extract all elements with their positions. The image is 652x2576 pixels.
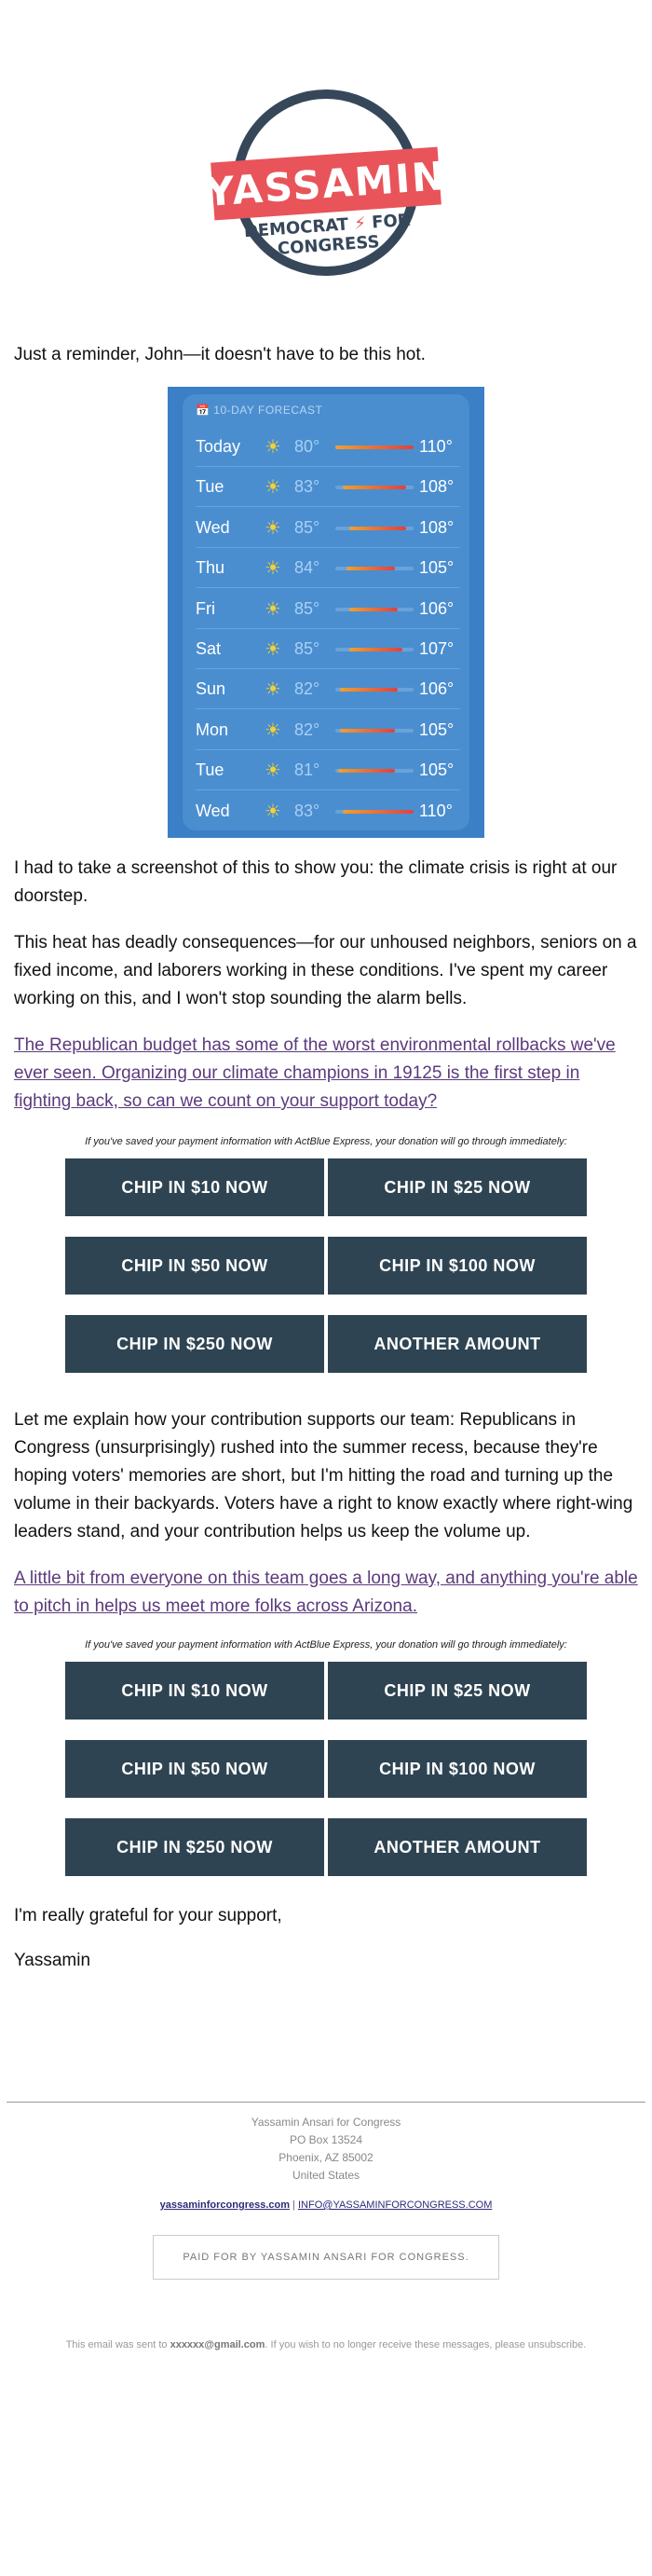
logo-tagline-left: DEMOCRAT <box>243 214 349 242</box>
temperature-range-bar <box>335 486 414 489</box>
temperature-range-bar <box>335 567 414 570</box>
logo-tagline-right: FOR CONGRESS <box>277 210 412 259</box>
forecast-day: Thu <box>196 558 225 578</box>
temperature-range-fill <box>343 486 405 489</box>
temperature-range-fill <box>335 445 414 449</box>
forecast-low: 81° <box>294 760 320 780</box>
sun-icon: ☀ <box>265 760 281 782</box>
sun-icon: ☀ <box>265 517 281 539</box>
sun-icon: ☀ <box>265 437 281 458</box>
forecast-day: Wed <box>196 517 230 537</box>
temperature-range-fill <box>343 810 414 814</box>
temperature-range-bar <box>335 648 414 651</box>
website-link[interactable]: yassaminforcongress.com <box>159 2199 291 2211</box>
footer-org: Yassamin Ansari for Congress <box>251 2116 401 2129</box>
logo-name: YASSAMIN <box>204 152 448 215</box>
chip-in-10-button[interactable]: CHIP IN $10 NOW <box>65 1662 324 1720</box>
forecast-row <box>196 790 460 831</box>
temperature-range-bar <box>335 729 414 733</box>
footer-divider <box>7 2102 645 2103</box>
forecast-high: 106° <box>419 598 455 618</box>
temperature-range-fill <box>340 688 398 692</box>
forecast-high: 108° <box>419 517 455 537</box>
paragraph-1: I had to take a screenshot of this to show you: the climate crisis is right at our doorstep. <box>14 858 618 906</box>
temperature-range-fill <box>349 608 398 611</box>
forecast-day: Fri <box>196 598 215 618</box>
forecast-low: 82° <box>294 719 320 739</box>
chip-in-25-button[interactable]: CHIP IN $25 NOW <box>328 1662 587 1720</box>
forecast-low: 85° <box>294 598 320 618</box>
sun-icon: ☀ <box>265 598 281 620</box>
temperature-range-fill <box>349 648 402 651</box>
chip-in-50-button[interactable]: CHIP IN $50 NOW <box>65 1740 324 1798</box>
forecast-low: 83° <box>294 801 320 820</box>
forecast-high: 105° <box>419 760 455 780</box>
chip-in-10-button[interactable]: CHIP IN $10 NOW <box>65 1158 324 1216</box>
forecast-low: 83° <box>294 477 320 497</box>
forecast-row <box>196 668 460 709</box>
sun-icon: ☀ <box>265 679 281 701</box>
forecast-high: 107° <box>419 639 455 658</box>
forecast-day: Today <box>196 437 241 456</box>
forecast-day: Tue <box>196 477 224 497</box>
link-divider: | <box>290 2199 298 2211</box>
paid-for-disclaimer: PAID FOR BY YASSAMIN ANSARI FOR CONGRESS. <box>153 2235 499 2280</box>
express-note-2: If you've saved your payment information with ActBlue Express, your donation will go through immediately: <box>85 1639 567 1651</box>
footer-country: United States <box>292 2169 360 2182</box>
unsubscribe-notice <box>7 2339 645 2350</box>
email-link[interactable]: INFO@YASSAMINFORCONGRESS.COM <box>298 2199 493 2211</box>
forecast-day: Mon <box>196 719 229 739</box>
express-note-1: If you've saved your payment information with ActBlue Express, your donation will go through immediately: <box>85 1136 567 1147</box>
chip-in-250-button[interactable]: CHIP IN $250 NOW <box>65 1315 324 1373</box>
temperature-range-bar <box>335 769 414 773</box>
intro-text: Just a reminder, John—it doesn't have to be this hot. <box>14 345 426 364</box>
paragraph-3: Let me explain how your contribution supports our team: Republicans in Congress (unsurprisingly) rushed into the summer recess, because they're hoping voters' memories are short, but I'm hitting the road and turning up the volume in their backyards. Voters have a right to know exactly where right-wing leaders stand, and your contribution helps us keep the volume up. <box>14 1410 633 1541</box>
forecast-high: 105° <box>419 558 455 578</box>
footer <box>7 2102 645 2350</box>
footer-links <box>7 2199 645 2211</box>
sun-icon: ☀ <box>265 558 281 580</box>
forecast-high: 110° <box>419 801 453 820</box>
chip-in-50-button[interactable]: CHIP IN $50 NOW <box>65 1237 324 1295</box>
chip-in-250-button[interactable]: CHIP IN $250 NOW <box>65 1818 324 1876</box>
forecast-card <box>183 394 469 830</box>
temperature-range-fill <box>338 769 395 773</box>
forecast-day: Sun <box>196 679 226 699</box>
unsub-post[interactable]: . If you wish to no longer receive these messages, please unsubscribe. <box>265 2339 587 2350</box>
chip-in-100-button[interactable]: CHIP IN $100 NOW <box>328 1237 587 1295</box>
forecast-high: 105° <box>419 719 455 739</box>
forecast-day: Tue <box>196 760 224 780</box>
bolt-icon: ⚡ <box>353 213 367 234</box>
forecast-row <box>196 466 460 507</box>
forecast-row <box>196 628 460 669</box>
temperature-range-fill <box>340 729 395 733</box>
chip-in-100-button[interactable]: CHIP IN $100 NOW <box>328 1740 587 1798</box>
forecast-high: 110° <box>419 437 453 456</box>
temperature-range-bar <box>335 527 414 530</box>
temperature-range-fill <box>349 527 405 530</box>
temperature-range-bar <box>335 445 414 449</box>
forecast-low: 85° <box>294 517 320 537</box>
donation-buttons-1 <box>65 1158 587 1373</box>
temperature-range-bar <box>335 688 414 692</box>
footer-po-box: PO Box 13524 <box>289 2133 363 2146</box>
forecast-low: 80° <box>294 437 320 456</box>
forecast-day: Wed <box>196 801 230 820</box>
closing-text: I'm really grateful for your support, <box>14 1906 282 1925</box>
sun-icon: ☀ <box>265 639 281 660</box>
forecast-low: 85° <box>294 639 320 658</box>
forecast-high: 106° <box>419 679 455 699</box>
campaign-logo <box>204 89 448 302</box>
forecast-high: 108° <box>419 477 455 497</box>
forecast-screenshot <box>168 387 484 838</box>
signature: Yassamin <box>14 1951 91 1970</box>
forecast-row <box>196 588 460 629</box>
forecast-row <box>196 507 460 548</box>
forecast-row <box>196 426 460 467</box>
donate-link-2[interactable]: A little bit from everyone on this team goes a long way, and anything you're able to pitch in helps us meet more folks across Arizona. <box>14 1569 638 1616</box>
temperature-range-fill <box>346 567 395 570</box>
footer-address <box>7 2114 645 2185</box>
paragraph-2: This heat has deadly consequences—for our unhoused neighbors, seniors on a fixed income, and laborers working in these conditions. I've spent my career working on this, and I won't stop sounding the alarm bells. <box>14 933 637 1008</box>
chip-in-25-button[interactable]: CHIP IN $25 NOW <box>328 1158 587 1216</box>
temperature-range-bar <box>335 810 414 814</box>
footer-city: Phoenix, AZ 85002 <box>278 2151 374 2164</box>
forecast-row <box>196 547 460 588</box>
unsub-pre: This email was sent to <box>65 2339 170 2350</box>
another-amount-button[interactable]: ANOTHER AMOUNT <box>328 1315 587 1373</box>
donation-buttons-2 <box>65 1662 587 1876</box>
forecast-day: Sat <box>196 639 222 658</box>
forecast-row <box>196 709 460 750</box>
forecast-low: 84° <box>294 558 320 578</box>
forecast-header: 📅 10-DAY FORECAST <box>196 404 323 417</box>
recipient-email: xxxxxx@gmail.com <box>170 2339 265 2350</box>
sun-icon: ☀ <box>265 801 281 822</box>
sun-icon: ☀ <box>265 477 281 499</box>
donate-link-1[interactable]: The Republican budget has some of the worst environmental rollbacks we've ever seen. Organizing our climate champions in 19125 is the first step in fighting back, so can we count on your support today? <box>14 1035 616 1111</box>
temperature-range-bar <box>335 608 414 611</box>
forecast-low: 82° <box>294 679 320 699</box>
forecast-row <box>196 749 460 790</box>
sun-icon: ☀ <box>265 719 281 741</box>
another-amount-button[interactable]: ANOTHER AMOUNT <box>328 1818 587 1876</box>
